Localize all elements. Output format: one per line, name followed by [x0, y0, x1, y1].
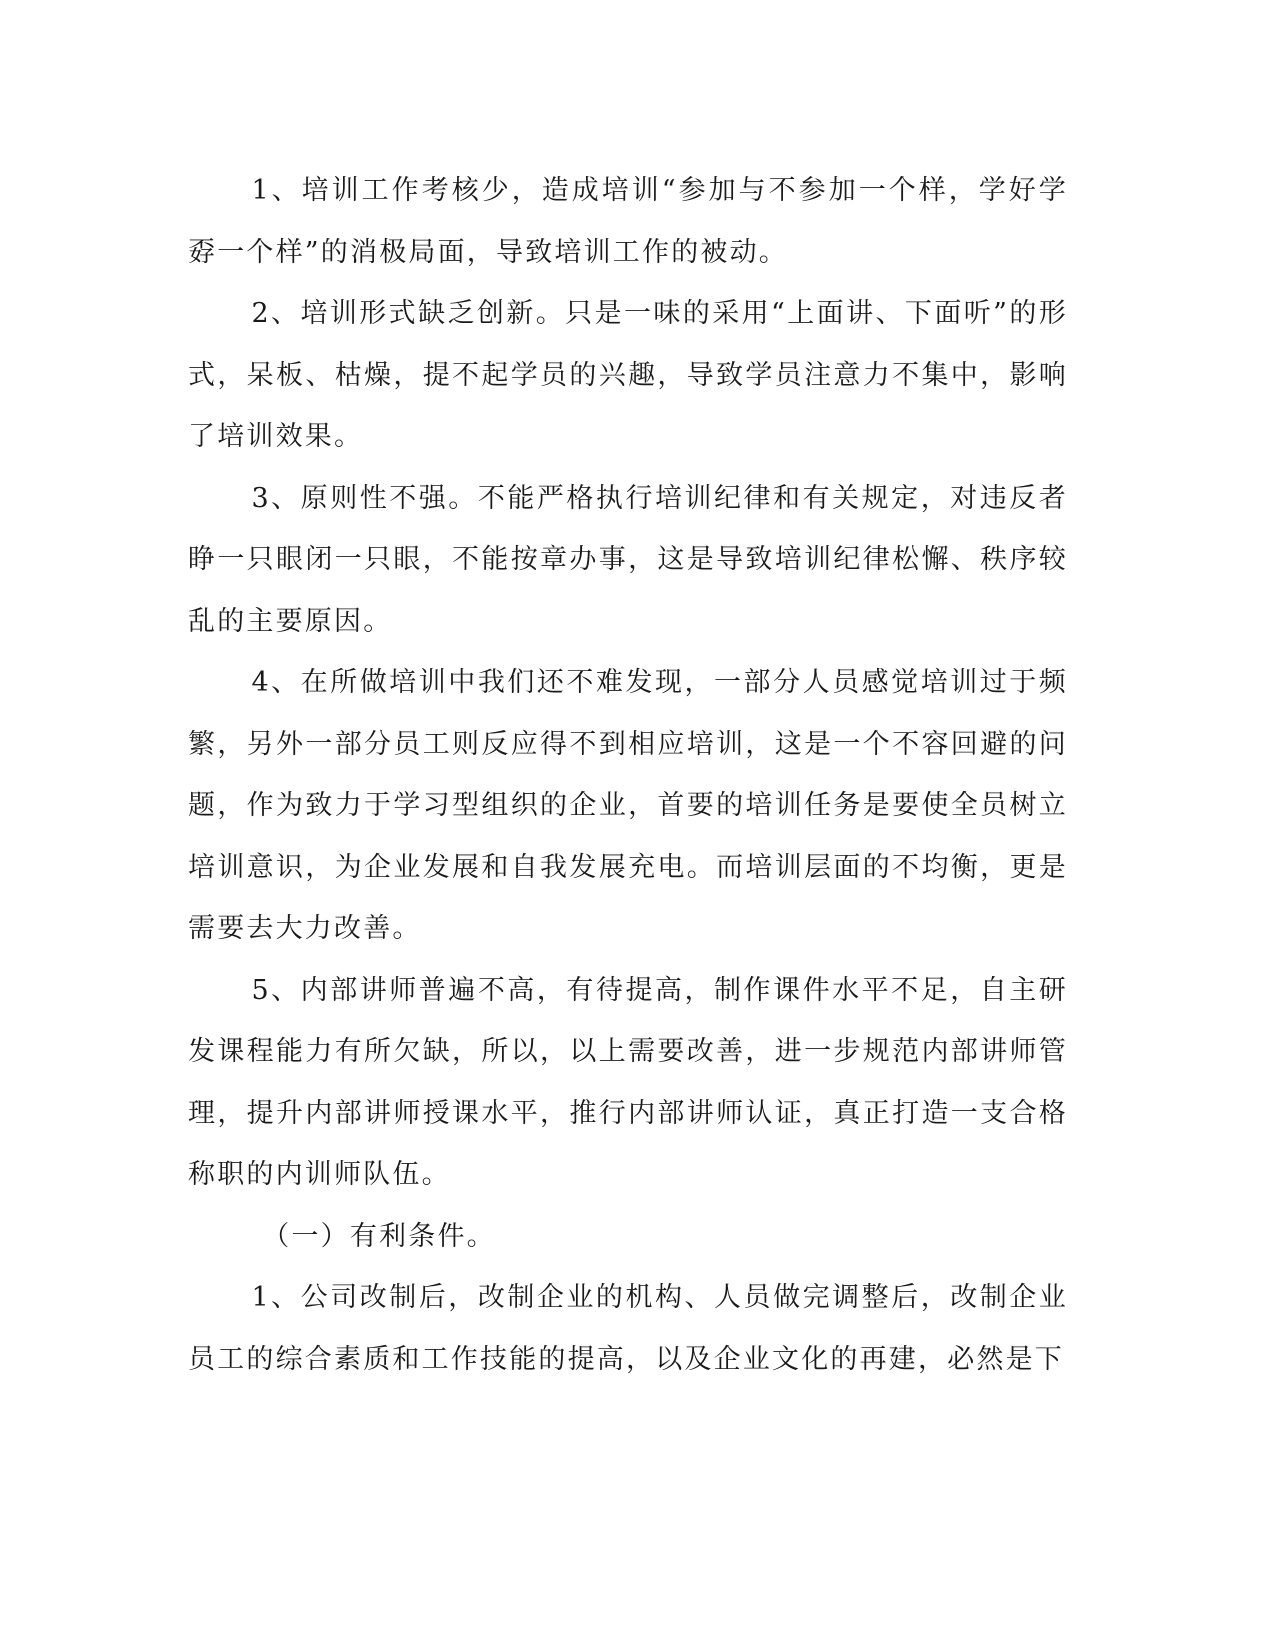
section-heading-favorable-conditions: （一）有利条件。 — [262, 1220, 496, 1252]
paragraph-issue-2: 2、培训形式缺乏创新。只是一味的采用“上面讲、下面听”的形式，呆板、枯燥，提不起学员的兴趣，导致学员注意力不集中，影响了培训效果。 — [188, 298, 1068, 452]
paragraph-issue-5: 5、内部讲师普遍不高，有待提高，制作课件水平不足，自主研发课程能力有所欠缺，所以，以上需要改善，进一步规范内部讲师管理，提升内部讲师授课水平，推行内部讲师认证，真正打造一支合格称职的内训师队伍。 — [188, 974, 1068, 1190]
paragraph-issue-4: 4、在所做培训中我们还不难发现，一部分人员感觉培训过于频繁，另外一部分员工则反应得不到相应培训，这是一个不容回避的问题，作为致力于学习型组织的企业，首要的培训任务是要使全员树立培训意识，为企业发展和自我发展充电。而培训层面的不均衡，更是需要去大力改善。 — [188, 667, 1068, 944]
paragraph-condition-1: 1、公司改制后，改制企业的机构、人员做完调整后，改制企业员工的综合素质和工作技能的提高，以及企业文化的再建，必然是下 — [188, 1282, 1068, 1375]
paragraph-issue-1: 1、培训工作考核少，造成培训“参加与不参加一个样，学好学孬一个样”的消极局面，导致培训工作的被动。 — [188, 175, 1068, 268]
document-body — [188, 160, 1068, 1390]
paragraph-issue-3: 3、原则性不强。不能严格执行培训纪律和有关规定，对违反者睁一只眼闭一只眼，不能按章办事，这是导致培训纪律松懈、秩序较乱的主要原因。 — [188, 482, 1068, 637]
